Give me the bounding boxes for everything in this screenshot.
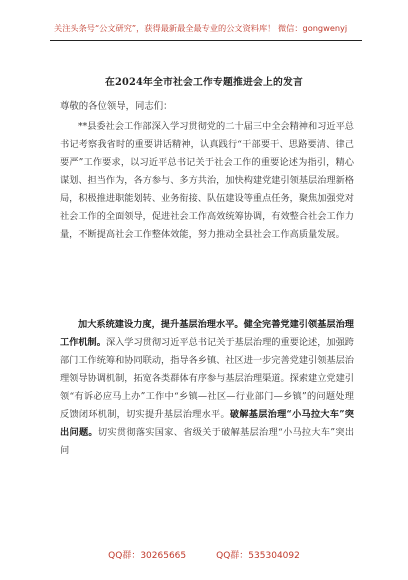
header-divider: [50, 40, 362, 41]
document-title: 在2024年全市社会工作专题推进会上的发言: [104, 77, 303, 88]
footer-contact: [0, 548, 408, 561]
paragraph-2-text-a: 深入学习贯彻习近平总书记关于基层治理的重要论述，加强跨部门工作统筹和协同联动，指导各乡镇、社区进一步完善党建引领基层治理领导协调机制，拓宽各类群体有序参与基层治理渠道。探索建立党建引领“有诉必应马上办”工作中“乡镇—社区—行业部门—乡镇”的问题处理反馈闭环机制，切实提升基层治理水平。: [60, 337, 354, 420]
paragraph-2-heading: 加大系统建设力度，提升基层治理水平。健全完善党建引领基层治理工作机制。: [60, 319, 354, 348]
paragraph-2: [60, 316, 354, 460]
header-notice: 关注头条号“公文研究”，获得最新最全最专业的公文资料库！ 微信：gongwenyj: [54, 23, 348, 33]
paragraph-2-text-b: 切实贯彻落实国家、省级关于破解基层治理“小马拉大车”突出问: [60, 427, 355, 456]
salutation: 尊敬的各位领导，同志们：: [60, 101, 173, 112]
paragraph-2-subheading: 破解基层治理“小马拉大车”突出问题。: [60, 409, 354, 438]
footer-qq-group-1: QQ群：30265665: [108, 551, 187, 561]
paragraph-1: **县委社会工作部深入学习贯彻党的二十届三中全会精神和习近平总书记考察我省时的重要讲话精神，认真践行“干部要干、思路要清、律己要严”工作要求，以习近平总书记关于社会工作的重要论述为指引，精心谋划、担当作为，各方参与、多方共治，加快构建党建引领基层治理新格局，积极推进职能划转、业务衔接、队伍建设等重点任务，聚焦加强党对社会工作的全面领导，促进社会工作高效统筹协调，有效整合社会工作力量，不断提高社会工作整体效能，努力推动全县社会工作高质量发展。: [60, 121, 354, 240]
footer-qq-group-2: QQ群：535304092: [216, 551, 300, 561]
